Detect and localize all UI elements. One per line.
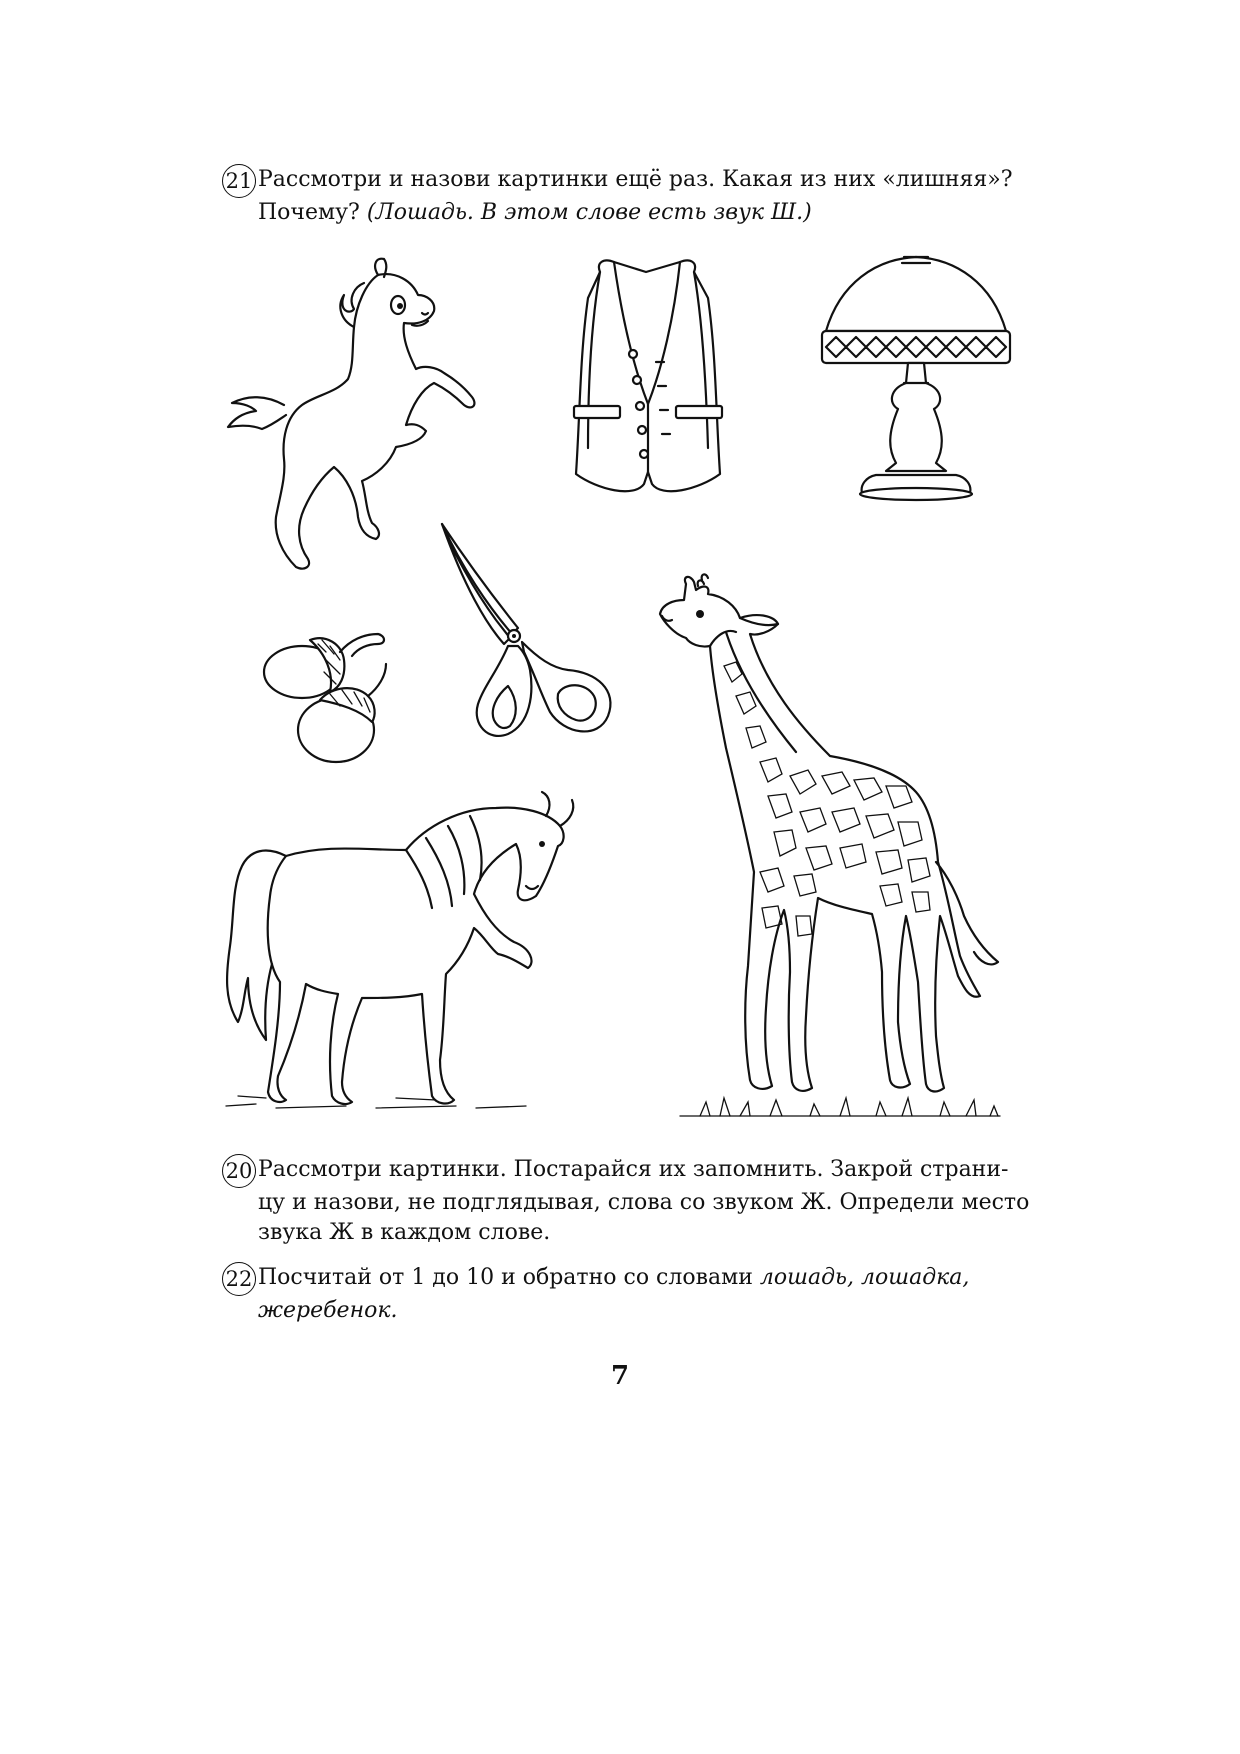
task-number-badge: 22 — [222, 1262, 256, 1296]
task-22 — [222, 1262, 1042, 1326]
task-21-line2: Почему? (Лошадь. В этом слове есть звук Ш.) — [258, 200, 812, 225]
task-21-line1: 21 Рассмотри и назови картинки ещё раз. Какая из них «лишняя»? — [222, 164, 1042, 198]
page-number: 7 — [610, 1361, 630, 1391]
task-number-badge: 20 — [222, 1154, 256, 1188]
task-20-line1: 20 Рассмотри картинки. Постарайся их запомнить. Закрой страни- — [222, 1154, 1042, 1188]
giraffe-icon — [640, 576, 1020, 1126]
acorns-icon — [260, 630, 420, 770]
task-22-line1: 22 Посчитай от 1 до 10 и обратно со словами лошадь, лошадка, — [222, 1262, 1042, 1296]
task-20-line2: цу и назови, не подглядывая, слова со звуком Ж. Определи место — [258, 1190, 1030, 1215]
lamp-icon — [816, 253, 1016, 523]
task-20 — [222, 1154, 1042, 1248]
task-21 — [222, 164, 1042, 228]
vest-icon — [548, 258, 748, 508]
horse-icon — [226, 786, 646, 1116]
task-20-line3: звука Ж в каждом слове. — [258, 1220, 551, 1245]
task-22-line2: жеребенок. — [258, 1298, 398, 1323]
scissors-icon — [438, 520, 618, 750]
task-number-badge: 21 — [222, 164, 256, 198]
